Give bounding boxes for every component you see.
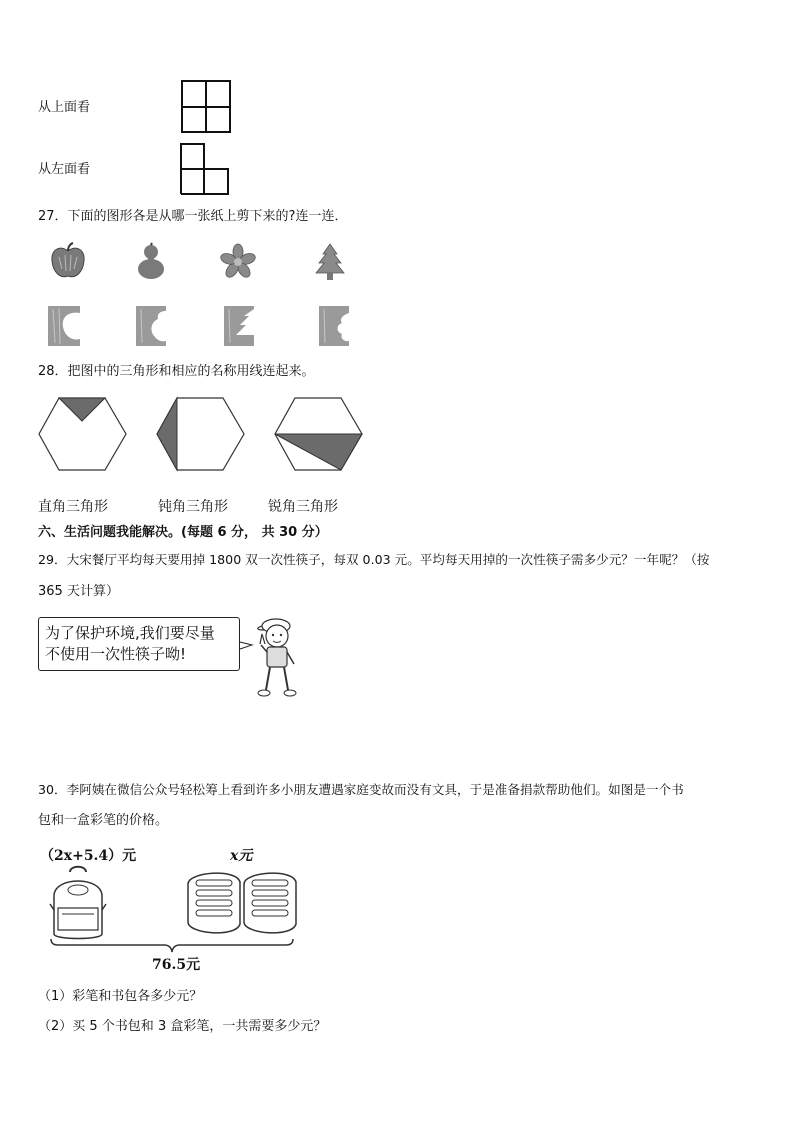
bubble-line-2: 不使用一次性筷子呦! [45, 645, 187, 663]
apple-icon [50, 243, 86, 281]
cut-paper-4 [318, 305, 352, 347]
name-obtuse-triangle: 钝角三角形 [158, 499, 228, 515]
gourd-icon [135, 243, 167, 281]
total-price: 76.5元 [152, 957, 201, 973]
color-pens-icon [184, 864, 300, 942]
q29-line2: 365 天计算） [38, 584, 119, 599]
q30-line2: 包和一盒彩笔的价格。 [38, 813, 169, 828]
q30-sub1: （1）彩笔和书包各多少元？ [38, 989, 203, 1004]
hexagon-right-triangle [38, 397, 128, 473]
cut-paper-2 [135, 305, 169, 347]
total-brace [50, 938, 294, 954]
top-view-figure [181, 80, 231, 134]
cut-paper-3 [223, 305, 257, 347]
section6-title: 六、生活问题我能解决。(每题 6 分， 共 30 分） [38, 525, 328, 540]
pen-price: x元 [230, 848, 253, 864]
view-top-label: 从上面看 [38, 100, 91, 115]
bubble-line-1: 为了保护环境,我们要尽量 [45, 624, 215, 642]
bag-price: （2x+5.4）元 [40, 848, 137, 864]
q29-line1: 29．大宋餐厅平均每天要用掉 1800 双一次性筷子，每双 0.03 元。平均每天用掉的一次性筷子需多少元？一年呢？（按 [38, 552, 710, 567]
tree-icon [315, 243, 345, 281]
hexagon-acute-triangle [274, 397, 364, 473]
q30-line1: 30．李阿姨在微信公众号轻松筹上看到许多小朋友遭遇家庭变故而没有文具，于是准备捐款帮助他们。如图是一个书 [38, 782, 684, 797]
cut-paper-1 [47, 305, 83, 347]
hexagon-obtuse-triangle [156, 397, 246, 473]
boy-icon [252, 614, 304, 700]
backpack-icon [48, 864, 110, 944]
flower-icon [220, 244, 256, 280]
name-acute-triangle: 锐角三角形 [268, 499, 338, 515]
left-view-figure [180, 143, 230, 196]
view-left-label: 从左面看 [38, 162, 91, 177]
q27-text: 27．下面的图形各是从哪一张纸上剪下来的?连一连． [38, 209, 348, 224]
name-right-triangle: 直角三角形 [38, 499, 108, 515]
speech-bubble [38, 617, 240, 671]
q30-sub2: （2）买 5 个书包和 3 盒彩笔，一共需要多少元？ [38, 1019, 327, 1034]
q28-text: 28．把图中的三角形和相应的名称用线连起来。 [38, 364, 315, 379]
